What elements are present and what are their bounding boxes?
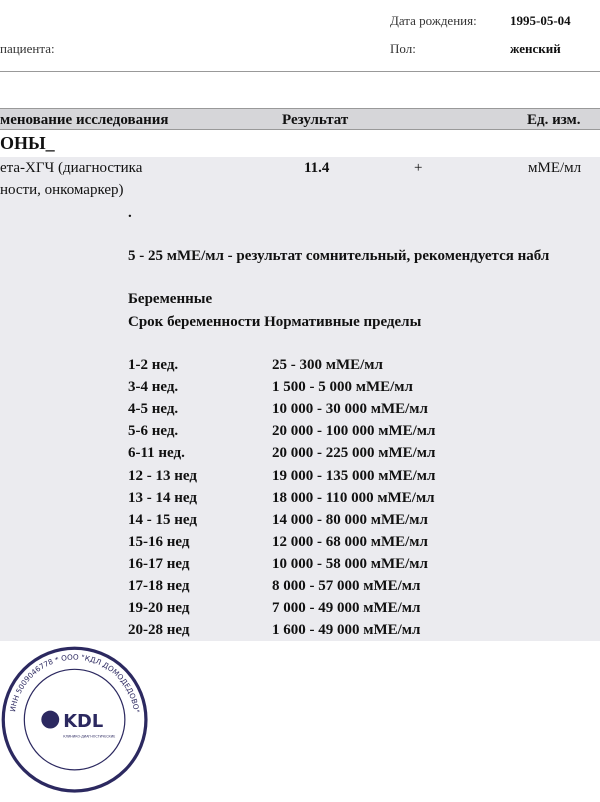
term-cell: 17-18 нед [128, 578, 190, 594]
range-cell: 1 600 - 49 000 мМЕ/мл [272, 622, 421, 639]
stamp-text: ИНН 5009046778 * ООО "КДЛ ДОМОДЕДОВО" [8, 652, 142, 714]
term-cell: 19-20 нед [128, 600, 190, 617]
sex-label: Пол: [390, 41, 416, 56]
term-cell: 20-28 нед [128, 622, 190, 639]
range-cell: 10 000 - 58 000 мМЕ/мл [272, 555, 428, 572]
section-title: ОНЫ_ [0, 133, 55, 153]
term-cell: 13 - 14 нед [128, 489, 197, 506]
term-cell: 6-11 нед. [128, 445, 185, 462]
range-cell: 10 000 - 30 000 мМЕ/мл [272, 401, 428, 418]
birth-date-value: 1995-05-04 [510, 13, 571, 28]
range-cell: 14 000 - 80 000 мМЕ/мл [272, 511, 428, 528]
test-unit: мМЕ/мл [528, 160, 582, 176]
sex-value: женский [510, 41, 561, 56]
header-test-name: менование исследования [0, 112, 169, 128]
range-cell: 1 500 - 5 000 мМЕ/мл [272, 379, 413, 396]
range-cell: 20 000 - 225 000 мМЕ/мл [272, 445, 436, 462]
svg-text:КЛИНИКО-ДИАГНОСТИЧЕСКИЕ: КЛИНИКО-ДИАГНОСТИЧЕСКИЕ [63, 734, 116, 739]
patient-label: пациента: [0, 41, 55, 56]
test-flag: + [414, 160, 423, 176]
svg-text:KDL: KDL [63, 710, 104, 732]
header-unit: Ед. изм. [527, 112, 581, 128]
term-cell: 1-2 нед. [128, 357, 179, 373]
term-cell: 16-17 нед [128, 555, 190, 572]
range-cell: 8 000 - 57 000 мМЕ/мл [272, 578, 421, 594]
range-cell: 18 000 - 110 000 мМЕ/мл [272, 489, 435, 506]
header-result: Результат [282, 112, 349, 128]
term-cell: 5-6 нед. [128, 423, 179, 440]
pregnant-title: Беременные [128, 291, 213, 307]
test-name-line1: ета-ХГЧ (диагностика [0, 160, 143, 176]
test-name-line2: ности, онкомаркер) [0, 182, 124, 198]
svg-text:ИНН 5009046778 * ООО "КДЛ ДОМО [8, 653, 141, 714]
stamp [0, 645, 150, 795]
test-result: 11.4 [304, 160, 330, 176]
term-cell: 4-5 нед. [128, 401, 179, 418]
term-cell: 12 - 13 нед [128, 467, 197, 484]
term-cell: 14 - 15 нед [128, 511, 197, 528]
divider [0, 71, 600, 72]
range-cell: 19 000 - 135 000 мМЕ/мл [272, 467, 436, 484]
birth-date-label: Дата рождения: [390, 13, 477, 28]
range-cell: 12 000 - 68 000 мМЕ/мл [272, 533, 428, 550]
term-cell: 3-4 нед. [128, 379, 179, 396]
range-cell: 20 000 - 100 000 мМЕ/мл [272, 423, 436, 440]
comment-note: 5 - 25 мМЕ/мл - результат сомнительный, рекомендуется набл [128, 248, 550, 264]
range-cell: 7 000 - 49 000 мМЕ/мл [272, 600, 421, 617]
term-cell: 15-16 нед [128, 533, 190, 550]
comment-dot: . [128, 205, 132, 221]
range-cell: 25 - 300 мМЕ/мл [272, 357, 383, 373]
ranges-header: Срок беременности Нормативные пределы [128, 314, 422, 330]
